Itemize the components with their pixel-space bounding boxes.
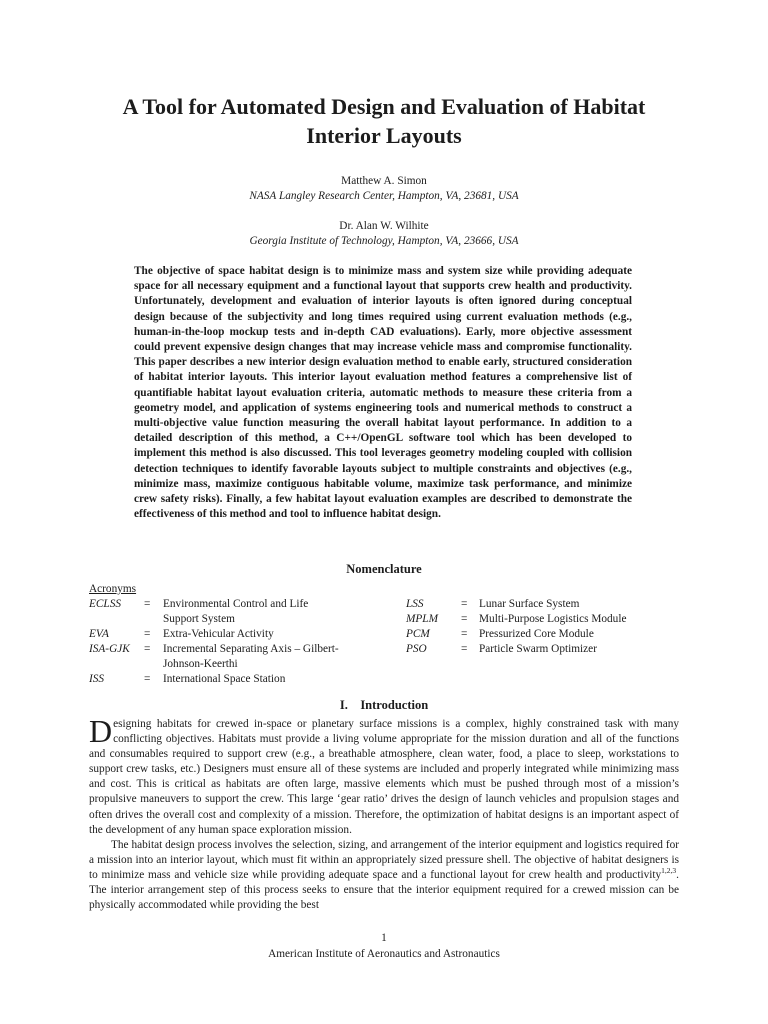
acronym-entry	[89, 672, 379, 687]
acronym-abbr: ISA-GJK	[89, 643, 130, 655]
affiliation-1: NASA Langley Research Center, Hampton, VA, 23681, USA	[249, 190, 519, 202]
acronym-abbr: ISS	[89, 673, 105, 685]
acronym-definition: Particle Swarm Optimizer	[479, 643, 597, 655]
acronym-entry	[89, 642, 379, 672]
paper-title	[70, 92, 698, 150]
acronym-definition: Extra-Vehicular Activity	[163, 628, 274, 640]
footer-organization: American Institute of Aeronautics and Astronautics	[268, 948, 500, 960]
acronym-entry	[406, 642, 686, 657]
section-heading-introduction: I. Introduction	[339, 698, 429, 712]
acronym-definition: Incremental Separating Axis – Gilbert-	[163, 643, 339, 655]
acronym-abbr: MPLM	[406, 613, 439, 625]
acronym-equals: =	[461, 598, 468, 610]
acronym-definition-cont: Johnson-Keerthi	[163, 658, 238, 670]
acronym-entry	[406, 627, 686, 642]
page-number: 1	[381, 932, 387, 944]
acronym-definition: Environmental Control and Life	[163, 598, 309, 610]
intro-paragraph-1	[89, 713, 679, 838]
acronym-equals: =	[144, 598, 151, 610]
acronym-entry	[89, 627, 379, 642]
acronym-definition: Pressurized Core Module	[479, 628, 594, 640]
citation-superscript: 1,2,3	[661, 866, 677, 876]
abstract: The objective of space habitat design is to minimize mass and system size while providing adequate space for all necessary equipment and a functional layout that supports crew health and productivity. Unfortunately, development and evaluation of interior layouts is often ignored during conceptual design because of the subjectivity and long times required using current evaluation methods (e.g., human-in-the-loop mockup tests and in-depth CAD evaluations). Early, more objective assessment could prevent expensive design changes that may increase vehicle mass and compromise functionality. This paper describes a new interior design evaluation method to enable early, structured consideration of habitat interior layouts. This interior layout evaluation method features a comprehensive list of quantifiable habitat layout evaluation criteria, automatic methods to measure these criteria from a geometry model, and application of systems engineering tools and numerical methods to construct a multi-objective value function measuring the overall habitat layout performance. In addition to a detailed description of this method, a C++/OpenGL software tool which has been developed to implement this method is also discussed. This tool leverages geometry modeling coupled with collision detection techniques to identify favorable layouts subject to multiple constraints and objectives (e.g., minimize mass, maximize contiguous habitable volume, maximize task performance, and minimize crew safety risks). Finally, a few habitat layout evaluation examples are described to demonstrate the effectiveness of this method and tool to influence habitat design.	[134, 265, 632, 521]
acronym-abbr: PCM	[406, 628, 430, 640]
acronym-definition-cont: Support System	[163, 613, 235, 625]
author-1: Matthew A. Simon	[341, 175, 427, 187]
intro-paragraph-2	[89, 838, 679, 913]
title-line-1: A Tool for Automated Design and Evaluation of Habitat	[122, 94, 646, 119]
acronym-equals: =	[461, 628, 468, 640]
acronym-abbr: LSS	[406, 598, 424, 610]
acronym-abbr: ECLSS	[89, 598, 122, 610]
acronym-entry	[406, 597, 686, 612]
acronym-entry	[406, 612, 686, 627]
drop-cap: D	[89, 713, 113, 749]
intro-paragraph-1-text: esigning habitats for crewed in-space or planetary surface missions is a complex, highly constrained task with many conflicting objectives. Habitats must provide a living volume appropriate for the mission duration and all of the functions and consumables required to support crew (e.g., a breathable atmosphere, clean water, food, a place to sleep, workstations to support crew tasks, etc.) Designers must ensure all of these systems are included and properly integrated while minimizing mass and cost. This is critical as habitats are often large, massive elements which must be pushed through most of a mission’s propulsive maneuvers to support the crew. This large ‘gear ratio’ drives the design of launch vehicles and propulsion stages and often drives the overall cost and complexity of a mission. Therefore, the optimization of habitat designs is an important aspect of the development of any human space exploration mission.	[89, 718, 679, 836]
acronym-abbr: EVA	[89, 628, 109, 640]
acronym-equals: =	[144, 628, 151, 640]
intro-paragraph-2-text: The habitat design process involves the selection, sizing, and arrangement of the interior equipment and logistics required for a mission into an interior layout, which must fit within an appropriately sized pressure shell. The objective of habitat designers is to minimize mass and vehicle size while providing adequate space and a functional layout for crew health and productivity	[89, 838, 679, 881]
introduction-body	[89, 713, 679, 913]
title-line-2: Interior Layouts	[306, 123, 462, 148]
acronyms-label: Acronyms	[89, 583, 137, 595]
intro-paragraph-2-text-cont: . The interior arrangement step of this process seeks to ensure that the interior equipment required for a crewed mission can be physically accommodated while providing the best	[89, 868, 679, 912]
affiliation-2: Georgia Institute of Technology, Hampton, VA, 23666, USA	[249, 235, 519, 247]
acronym-definition: International Space Station	[163, 673, 286, 685]
acronym-definition: Multi-Purpose Logistics Module	[479, 613, 627, 625]
acronym-equals: =	[144, 673, 151, 685]
acronym-equals: =	[461, 643, 468, 655]
acronym-entry	[89, 597, 379, 627]
acronym-equals: =	[461, 613, 468, 625]
acronym-definition: Lunar Surface System	[479, 598, 580, 610]
nomenclature-heading: Nomenclature	[346, 562, 422, 576]
author-2: Dr. Alan W. Wilhite	[339, 220, 429, 232]
acronym-equals: =	[144, 643, 151, 655]
acronym-abbr: PSO	[406, 643, 427, 655]
